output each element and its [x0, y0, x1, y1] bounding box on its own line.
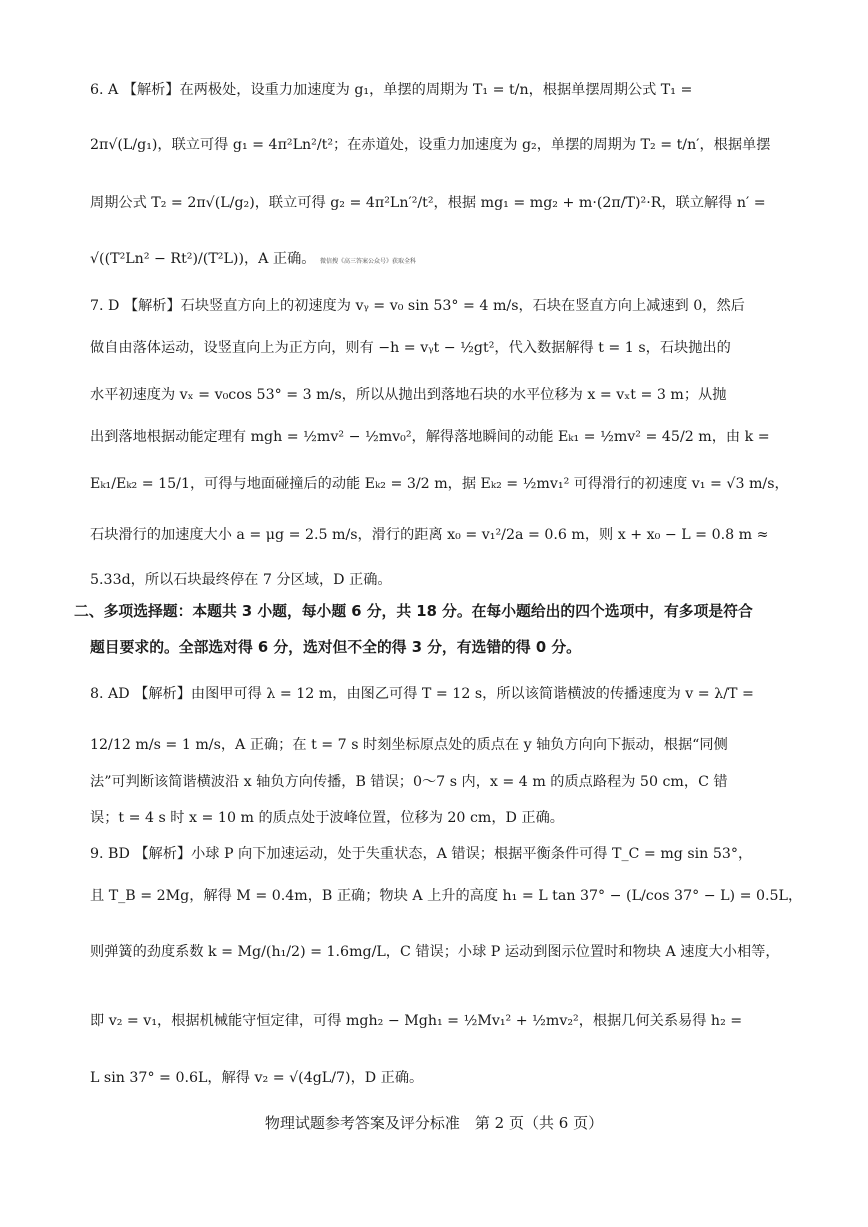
- page-footer: 物理试题参考答案及评分标准 第 2 页（共 6 页）: [264, 1114, 604, 1132]
- q6-line-1: 6. A 【解析】在两极处，设重力加速度为 g₁，单摆的周期为 T₁ = t/n，根据单摆周期公式 T₁ =: [90, 82, 693, 98]
- section-2-heading-line-2: 题目要求的。全部选对得 6 分，选对但不全的得 3 分，有选错的得 0 分。: [90, 639, 581, 656]
- q8-line-1: 8. AD 【解析】由图甲可得 λ = 12 m，由图乙可得 T = 12 s，所以该简谐横波的传播速度为 v = λ/T =: [90, 686, 754, 702]
- q7-line-4: 出到落地根据动能定理有 mgh = ½mv² − ½mv₀²，解得落地瞬间的动能 Eₖ₁ = ½mv² = 45/2 m，由 k =: [90, 429, 770, 445]
- q6-line-4-text: √((T²Ln² − Rt²)/(T²L))，A 正确。: [90, 251, 316, 267]
- q9-line-4: 即 v₂ = v₁，根据机械能守恒定律，可得 mgh₂ − Mgh₁ = ½Mv₁² + ½mv₂²，根据几何关系易得 h₂ =: [90, 1013, 743, 1029]
- q9-line-1: 9. BD 【解析】小球 P 向下加速运动，处于失重状态，A 错误；根据平衡条件可得 T_C = mg sin 53°，: [90, 846, 753, 862]
- section-2-heading-line-1: 二、多项选择题：本题共 3 小题，每小题 6 分，共 18 分。在每小题给出的四个选项中，有多项是符合: [74, 603, 753, 620]
- q6-line-4: [90, 249, 802, 272]
- q8-line-4: 误；t = 4 s 时 x = 10 m 的质点处于波峰位置，位移为 20 cm，D 正确。: [90, 810, 564, 826]
- q8-line-3: 法”可判断该简谐横波沿 x 轴负方向传播，B 错误；0～7 s 内，x = 4 m 的质点路程为 50 cm，C 错: [90, 774, 728, 790]
- q7-line-5: Eₖ₁/Eₖ₂ = 15/1，可得与地面碰撞后的动能 Eₖ₂ = 3/2 m，据 Eₖ₂ = ½mv₁² 可得滑行的初速度 v₁ = √3 m/s，: [90, 476, 789, 492]
- q6-line-2: 2π√(L/g₁)，联立可得 g₁ = 4π²Ln²/t²；在赤道处，设重力加速度为 g₂，单摆的周期为 T₂ = t/n′，根据单摆: [90, 137, 771, 153]
- q6-line-3: 周期公式 T₂ = 2π√(L/g₂)，联立可得 g₂ = 4π²Ln′²/t²，根据 mg₁ = mg₂ + m·(2π/T)²·R，联立解得 n′ =: [90, 195, 766, 211]
- q9-line-3: 则弹簧的劲度系数 k = Mg/(h₁/2) = 1.6mg/L，C 错误；小球 P 运动到图示位置时和物块 A 速度大小相等，: [90, 944, 780, 960]
- q7-line-3: 水平初速度为 vₓ = v₀cos 53° = 3 m/s，所以从抛出到落地石块的水平位移为 x = vₓt = 3 m；从抛: [90, 387, 727, 403]
- q9-line-2: 且 T_B = 2Mg，解得 M = 0.4m，B 正确；物块 A 上升的高度 h₁ = L tan 37° − (L/cos 37° − L) = 0.5L，: [90, 888, 803, 904]
- watermark-text: 微信搜《高三答案公众号》获取全科: [320, 258, 417, 265]
- q9-line-5: L sin 37° = 0.6L，解得 v₂ = √(4gL/7)，D 正确。: [90, 1070, 424, 1086]
- q7-line-7: 5.33d，所以石块最终停在 7 分区域，D 正确。: [90, 572, 392, 588]
- q7-line-6: 石块滑行的加速度大小 a = μg = 2.5 m/s，滑行的距离 x₀ = v₁²/2a = 0.6 m，则 x + x₀ − L = 0.8 m ≈: [90, 527, 769, 543]
- q8-line-2: 12/12 m/s = 1 m/s，A 正确；在 t = 7 s 时刻坐标原点处的质点在 y 轴负方向向下振动，根据“同侧: [90, 737, 728, 753]
- q7-line-2: 做自由落体运动，设竖直向上为正方向，则有 −h = vᵧt − ½gt²，代入数据解得 t = 1 s，石块抛出的: [90, 340, 731, 356]
- q7-line-1: 7. D 【解析】石块竖直方向上的初速度为 vᵧ = v₀ sin 53° = 4 m/s，石块在竖直方向上减速到 0，然后: [90, 298, 745, 314]
